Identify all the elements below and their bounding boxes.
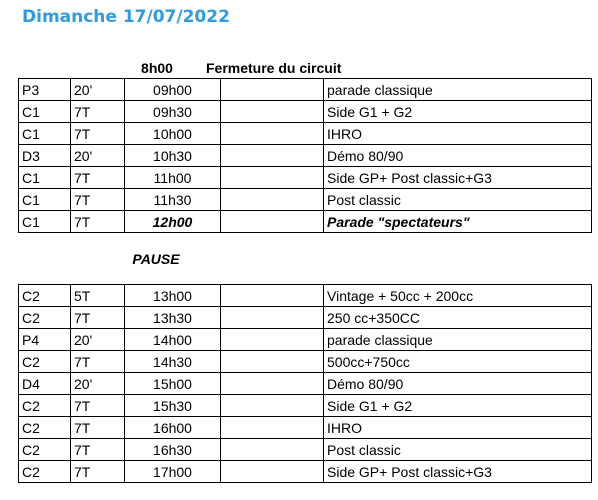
time-cell: 10h30 xyxy=(125,145,221,167)
duration-cell: 7T xyxy=(71,351,125,373)
duration-cell: 7T xyxy=(71,123,125,145)
schedule-row xyxy=(19,285,592,307)
time-cell: 14h30 xyxy=(125,351,221,373)
time-cell: 15h30 xyxy=(125,395,221,417)
time-cell: 16h30 xyxy=(125,439,221,461)
group-cell: P3 xyxy=(19,79,71,101)
duration-cell: 5T xyxy=(71,285,125,307)
description-cell: Side GP+ Post classic+G3 xyxy=(324,461,592,483)
description-cell: parade classique xyxy=(324,329,592,351)
schedule-row xyxy=(19,307,592,329)
time-cell: 09h30 xyxy=(125,101,221,123)
description-cell: 250 cc+350CC xyxy=(324,307,592,329)
time-cell: 14h00 xyxy=(125,329,221,351)
description-cell: Démo 80/90 xyxy=(324,145,592,167)
page-title: Dimanche 17/07/2022 xyxy=(22,7,230,27)
schedule-row xyxy=(19,145,592,167)
blank-cell xyxy=(221,329,324,351)
description-cell: Post classic xyxy=(324,189,592,211)
description-cell: Side G1 + G2 xyxy=(324,395,592,417)
description-cell: Démo 80/90 xyxy=(324,373,592,395)
group-cell: C2 xyxy=(19,417,71,439)
description-cell: 500cc+750cc xyxy=(324,351,592,373)
schedule-row xyxy=(19,329,592,351)
afternoon-schedule-table xyxy=(18,284,592,483)
description-cell: Vintage + 50cc + 200cc xyxy=(324,285,592,307)
duration-cell: 7T xyxy=(71,211,125,233)
blank-cell xyxy=(221,145,324,167)
group-cell: C2 xyxy=(19,351,71,373)
duration-cell: 7T xyxy=(71,167,125,189)
time-cell: 11h00 xyxy=(125,167,221,189)
blank-cell xyxy=(221,373,324,395)
group-cell: D3 xyxy=(19,145,71,167)
group-cell: C2 xyxy=(19,439,71,461)
description-cell: Side G1 + G2 xyxy=(324,101,592,123)
schedule-row xyxy=(19,189,592,211)
schedule-row xyxy=(19,439,592,461)
morning-schedule-table xyxy=(18,78,592,233)
group-cell: C2 xyxy=(19,461,71,483)
blank-cell xyxy=(221,417,324,439)
duration-cell: 7T xyxy=(71,101,125,123)
group-cell: C1 xyxy=(19,167,71,189)
blank-cell xyxy=(221,123,324,145)
time-cell: 15h00 xyxy=(125,373,221,395)
blank-cell xyxy=(221,189,324,211)
description-cell: IHRO xyxy=(324,417,592,439)
duration-cell: 7T xyxy=(71,439,125,461)
blank-cell xyxy=(221,79,324,101)
duration-cell: 7T xyxy=(71,395,125,417)
duration-cell: 7T xyxy=(71,461,125,483)
group-cell: C2 xyxy=(19,307,71,329)
duration-cell: 20' xyxy=(71,373,125,395)
time-cell: 16h00 xyxy=(125,417,221,439)
description-cell: Side GP+ Post classic+G3 xyxy=(324,167,592,189)
description-cell: parade classique xyxy=(324,79,592,101)
schedule-row xyxy=(19,211,592,233)
blank-cell xyxy=(221,167,324,189)
blank-cell xyxy=(221,307,324,329)
duration-cell: 20' xyxy=(71,79,125,101)
blank-cell xyxy=(221,395,324,417)
schedule-row xyxy=(19,417,592,439)
blank-cell xyxy=(221,351,324,373)
description-cell: IHRO xyxy=(324,123,592,145)
opening-time: 8h00 xyxy=(141,60,173,76)
blank-cell xyxy=(221,101,324,123)
group-cell: C2 xyxy=(19,395,71,417)
group-cell: C1 xyxy=(19,211,71,233)
blank-cell xyxy=(221,461,324,483)
group-cell: C2 xyxy=(19,285,71,307)
afternoon-schedule-body xyxy=(19,285,592,483)
time-cell: 13h30 xyxy=(125,307,221,329)
schedule-row xyxy=(19,395,592,417)
duration-cell: 20' xyxy=(71,329,125,351)
group-cell: D4 xyxy=(19,373,71,395)
schedule-row xyxy=(19,373,592,395)
blank-cell xyxy=(221,285,324,307)
schedule-row xyxy=(19,351,592,373)
description-cell: Post classic xyxy=(324,439,592,461)
group-cell: C1 xyxy=(19,189,71,211)
schedule-row xyxy=(19,167,592,189)
schedule-row xyxy=(19,461,592,483)
opening-label: Fermeture du circuit xyxy=(206,60,342,76)
blank-cell xyxy=(221,439,324,461)
time-cell: 10h00 xyxy=(125,123,221,145)
group-cell: C1 xyxy=(19,101,71,123)
description-cell: Parade "spectateurs" xyxy=(324,211,592,233)
time-cell: 13h00 xyxy=(125,285,221,307)
group-cell: P4 xyxy=(19,329,71,351)
duration-cell: 7T xyxy=(71,307,125,329)
time-cell: 12h00 xyxy=(125,211,221,233)
schedule-row xyxy=(19,79,592,101)
duration-cell: 7T xyxy=(71,417,125,439)
group-cell: C1 xyxy=(19,123,71,145)
time-cell: 17h00 xyxy=(125,461,221,483)
duration-cell: 7T xyxy=(71,189,125,211)
time-cell: 09h00 xyxy=(125,79,221,101)
duration-cell: 20' xyxy=(71,145,125,167)
morning-schedule-body xyxy=(19,79,592,233)
blank-cell xyxy=(221,211,324,233)
time-cell: 11h30 xyxy=(125,189,221,211)
pause-label: PAUSE xyxy=(132,251,180,267)
schedule-row xyxy=(19,101,592,123)
schedule-row xyxy=(19,123,592,145)
